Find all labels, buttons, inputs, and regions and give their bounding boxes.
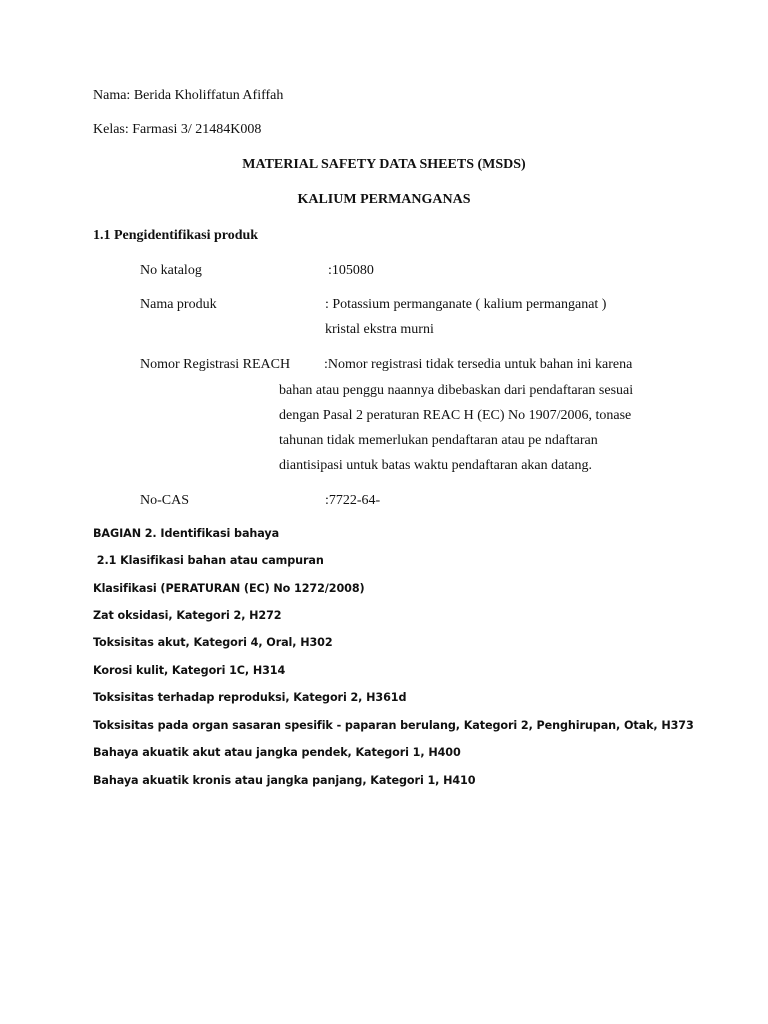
- document-title: MATERIAL SAFETY DATA SHEETS (MSDS): [242, 157, 526, 172]
- hazard-item: Korosi kulit, Kategori 1C, H314: [93, 664, 286, 677]
- reach-value: :Nomor registrasi tidak tersedia untuk bahan ini karena: [324, 357, 633, 372]
- reach-value-line-2: bahan atau penggu naannya dibebaskan dari pendaftaran sesuai: [279, 383, 634, 398]
- hazard-item: Toksisitas terhadap reproduksi, Kategori 2, H361d: [93, 691, 407, 704]
- hazard-item: Bahaya akuatik akut atau jangka pendek, Kategori 1, H400: [93, 746, 461, 759]
- reach-value-line-5: diantisipasi untuk batas waktu pendaftaran akan datang.: [279, 458, 592, 473]
- product-name-value-cont: kristal ekstra murni: [325, 322, 434, 337]
- catalog-value: :105080: [328, 263, 374, 278]
- cas-value: :7722-64-: [325, 493, 381, 508]
- document-subtitle: KALIUM PERMANGANAS: [297, 192, 471, 207]
- student-name: Nama: Berida Kholiffatun Afiffah: [93, 88, 284, 103]
- cas-label: No-CAS: [140, 493, 190, 508]
- classification-heading: Klasifikasi (PERATURAN (EC) No 1272/2008): [93, 582, 365, 595]
- section-2-heading: BAGIAN 2. Identifikasi bahaya: [93, 527, 280, 540]
- hazard-item: Toksisitas akut, Kategori 4, Oral, H302: [93, 636, 333, 649]
- hazard-item: Bahaya akuatik kronis atau jangka panjang, Kategori 1, H410: [93, 774, 476, 787]
- catalog-label: No katalog: [140, 263, 202, 278]
- student-class: Kelas: Farmasi 3/ 21484K008: [93, 122, 262, 137]
- reach-value-line-4: tahunan tidak memerlukan pendaftaran atau pe ndaftaran: [279, 433, 598, 448]
- product-name-label: Nama produk: [140, 297, 217, 312]
- reach-label: Nomor Registrasi REACH: [140, 357, 291, 372]
- reach-value-line-3: dengan Pasal 2 peraturan REAC H (EC) No 1907/2006, tonase: [279, 408, 632, 423]
- product-name-value: : Potassium permanganate ( kalium permanganat ): [325, 297, 607, 312]
- hazard-item: Toksisitas pada organ sasaran spesifik - paparan berulang, Kategori 2, Penghirupan, Otak, H373: [93, 719, 694, 732]
- section-2-1-heading: 2.1 Klasifikasi bahan atau campuran: [93, 554, 324, 567]
- hazard-item: Zat oksidasi, Kategori 2, H272: [93, 609, 282, 622]
- section-1-heading: 1.1 Pengidentifikasi produk: [93, 228, 259, 243]
